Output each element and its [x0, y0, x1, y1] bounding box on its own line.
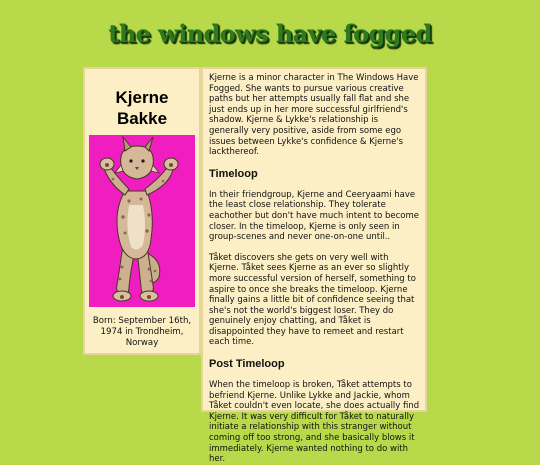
timeloop-paragraph-1: In their friendgroup, Kjerne and Ceeryaami have the least close relationship. They tolerate eachother but don't have much intent to become closer. In the timeloop, Kjerne is only seen in group-scenes and never one-on-one until..: [209, 189, 419, 243]
character-name-last: Bakke: [116, 109, 168, 128]
section-heading-timeloop: Timeloop: [209, 167, 258, 180]
article-content: [201, 67, 427, 465]
article-intro: Kjerne is a minor character in The Windows Have Fogged. She wants to pursue various creative paths but her attempts usually fall flat and she just ends up in her more successful girlfriend's shadow. Kjerne & Lykke's relationship is generally very positive, aside from some ego issues between Lykke's confidence & Kjerne's lackthereof.: [209, 73, 419, 158]
lynx-illustration: [89, 135, 195, 307]
section-heading-post-timeloop: Post Timeloop: [209, 358, 285, 371]
timeloop-paragraph-2: Tåket discovers she gets on very well with Kjerne. Tåket sees Kjerne as an ever so slightly more successful version of herself, something to aspire to once she breaks the timeloop. Kjerne finally gains a little bit of confidence seeing that she's not the world's biggest loser. They do genuinely enjoy chatting, and Tåket is disappointed they have to remeet and restart each time.: [209, 252, 416, 348]
birth-info: Born: September 16th, 1974 in Trondheim, Norway: [92, 316, 192, 348]
character-name: [85, 87, 199, 129]
character-infobox: [83, 67, 201, 355]
post-timeloop-paragraph-1: When the timeloop is broken, Tåket attempts to befriend Kjerne. Unlike Lykke and Jackie, whom Tåket couldn't even locate, she does actually find Kjerne. It was very difficult for Tåket to naturally initiate a relationship with this stranger without coming off too strong, and she basically blows it immediately. Kjerne wanted nothing to do with her.: [209, 380, 420, 465]
character-portrait: [89, 135, 195, 307]
site-title: the windows have fogged: [108, 19, 432, 48]
character-name-first: Kjerne: [115, 88, 169, 107]
